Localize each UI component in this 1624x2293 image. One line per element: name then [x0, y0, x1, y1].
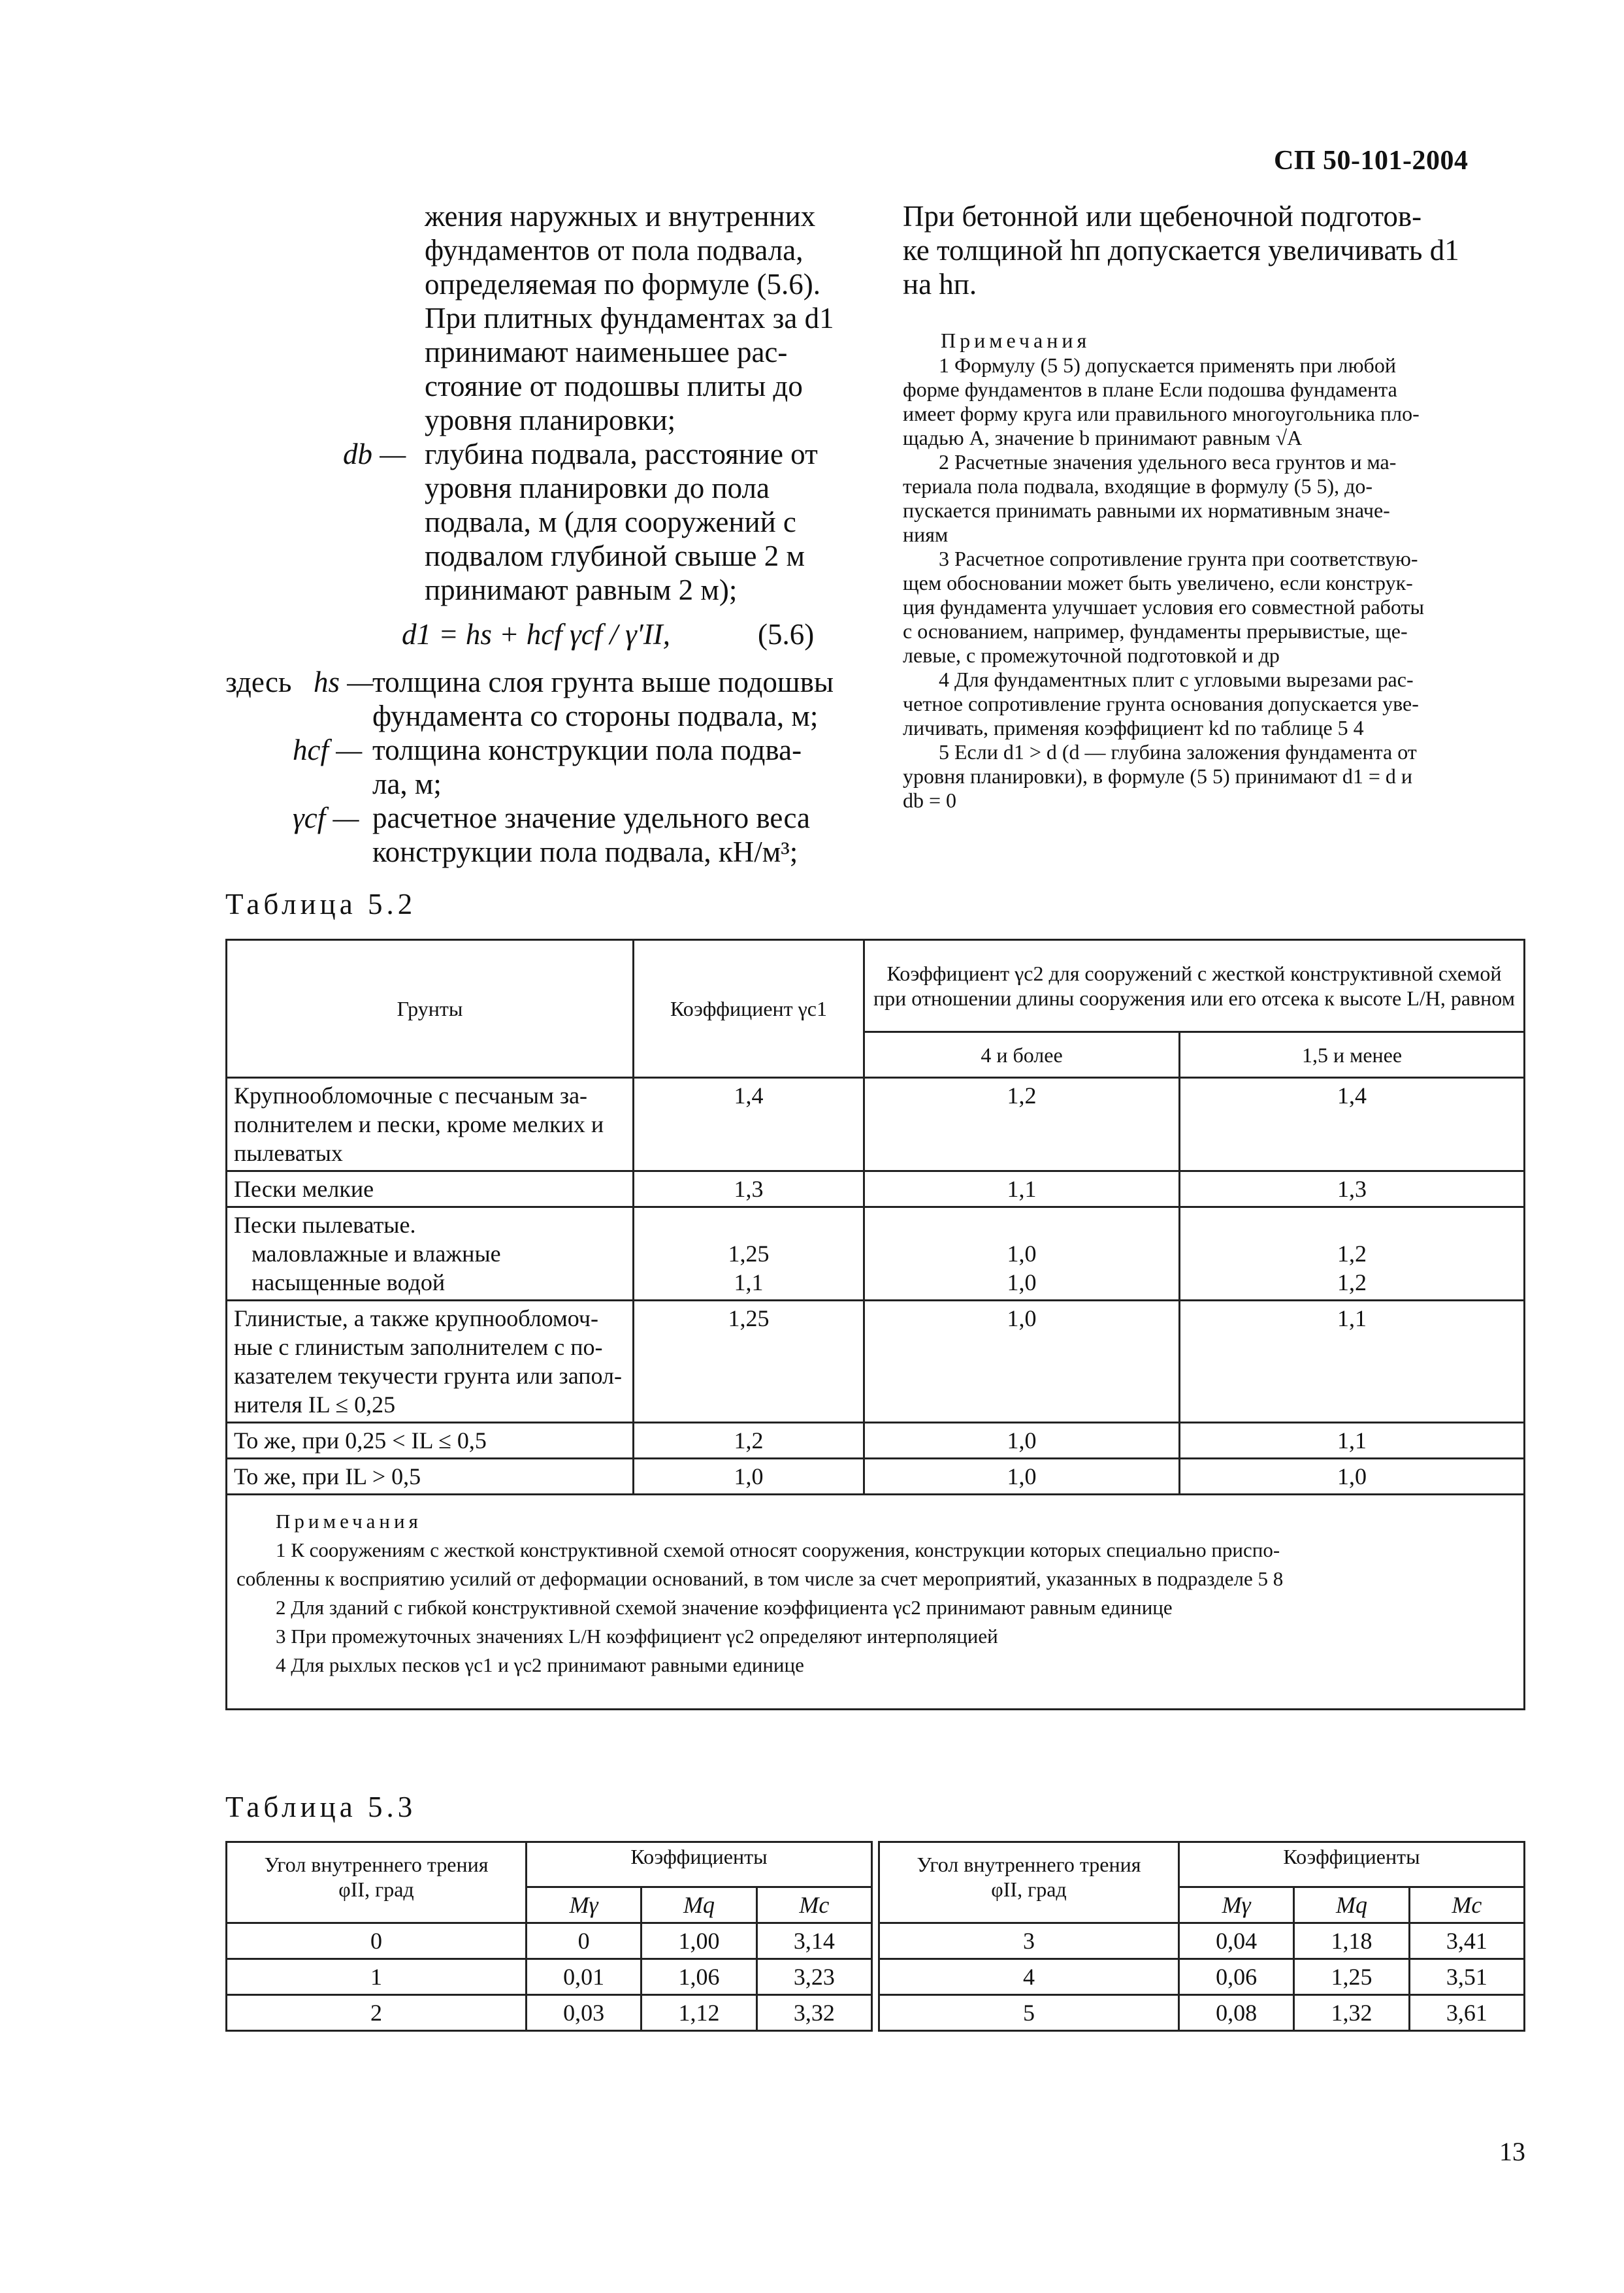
note-line: уровня планировки), в формуле (5 5) принимают d1 = d и — [903, 764, 1412, 788]
soil-name: То же, при 0,25 < IL ≤ 0,5 — [227, 1423, 634, 1459]
gc2-4-value: 1,0 — [864, 1459, 1180, 1495]
table52-note: 4 Для рыхлых песков γc1 и γc2 принимают равными единице — [276, 1653, 804, 1676]
left-column — [425, 199, 834, 437]
mq-value: 1,12 — [641, 1995, 756, 2031]
gc1-value: 1,25 — [634, 1301, 864, 1423]
note-line: 1 Формулу (5 5) допускается применять при любой — [939, 353, 1396, 377]
document-code: СП 50-101-2004 — [1274, 146, 1469, 176]
note-line: 4 Для фундаментных плит с угловыми вырезами рас- — [939, 668, 1414, 691]
left-line: стояние от подошвы плиты до — [425, 370, 803, 402]
mg-value: 0,08 — [1178, 1995, 1293, 2031]
gc1-value: 1,4 — [634, 1078, 864, 1171]
mq-value: 1,00 — [641, 1923, 756, 1959]
head-coef-1: Коэффициенты — [527, 1842, 872, 1887]
angle-value: 1 — [227, 1959, 527, 1995]
angle-value: 2 — [227, 1995, 527, 2031]
note-line: 2 Расчетные значения удельного веса грунтов и ма- — [939, 450, 1397, 474]
soil-name: Пески мелкие — [227, 1171, 634, 1207]
page-number: 13 — [1499, 2137, 1525, 2166]
hs-definition — [372, 665, 834, 733]
angle-value: 5 — [879, 1995, 1178, 2031]
note-line: db = 0 — [903, 789, 957, 812]
hs-symbol: hs — — [314, 666, 374, 698]
gcf-line: расчетное значение удельного веса — [372, 802, 810, 834]
right-notes — [903, 353, 1424, 813]
left-line: При плитных фундаментах за d1 — [425, 302, 834, 334]
table52-note: 1 К сооружениям с жесткой конструктивной схемой относят сооружения, конструкции которых специально приспо- — [276, 1538, 1280, 1561]
mg-value: 0,01 — [527, 1959, 641, 1995]
gc2-4-value: 1,0 — [864, 1423, 1180, 1459]
soil-name: То же, при IL > 0,5 — [227, 1459, 634, 1495]
gcf-definition — [372, 801, 810, 869]
db-line: уровня планировки до пола — [425, 472, 770, 504]
table-5-3 — [225, 1841, 1525, 2032]
table-row — [227, 1207, 1525, 1301]
note-line: 3 Расчетное сопротивление грунта при соответствую- — [939, 547, 1418, 570]
note-line: щем обосновании может быть увеличено, если конструк- — [903, 571, 1413, 594]
mc-value: 3,23 — [756, 1959, 871, 1995]
mg-value: 0,04 — [1178, 1923, 1293, 1959]
gc2-4-value: 1,0 — [864, 1301, 1180, 1423]
formula-number: (5.6) — [758, 618, 815, 651]
note-line: 5 Если d1 > d (d — глубина заложения фундамента от — [939, 740, 1417, 764]
hs-line: толщина слоя грунта выше подошвы — [372, 666, 834, 698]
note-line: левые, с промежуточной подготовкой и др — [903, 643, 1280, 667]
table52-notes — [227, 1495, 1525, 1710]
note-line: ниям — [903, 523, 949, 546]
mq-value: 1,32 — [1294, 1995, 1409, 2031]
right-line: При бетонной или щебеночной подготов- — [903, 200, 1422, 233]
gc2-15-value: 1,1 — [1180, 1301, 1525, 1423]
mq-value: 1,18 — [1294, 1923, 1409, 1959]
mc-value: 3,61 — [1409, 1995, 1524, 2031]
gc2-15-value: 1,0 — [1180, 1459, 1525, 1495]
left-line: жения наружных и внутренних — [425, 200, 816, 233]
mg-value: 0 — [527, 1923, 641, 1959]
head-mg: Mγ — [527, 1887, 641, 1923]
hcf-symbol: hcf — — [293, 734, 363, 766]
gc2-4-value: 1,2 — [864, 1078, 1180, 1171]
hcf-definition — [372, 733, 802, 801]
mq-value: 1,06 — [641, 1959, 756, 1995]
mc-value: 3,32 — [756, 1995, 871, 2031]
gc1-value: 1,0 — [634, 1459, 864, 1495]
here-label: здесь — [225, 666, 292, 698]
angle-value: 4 — [879, 1959, 1178, 1995]
table-row — [227, 1459, 1525, 1495]
head-mg: Mγ — [1178, 1887, 1293, 1923]
table-row — [227, 1171, 1525, 1207]
gcf-symbol: γcf — — [293, 802, 359, 834]
head-angle-2: Угол внутреннего трения φII, град — [879, 1842, 1178, 1923]
note-line: териала пола подвала, входящие в формулу (5 5), до- — [903, 474, 1373, 498]
db-line: глубина подвала, расстояние от — [425, 438, 818, 470]
left-line: фундаментов от пола подвала, — [425, 234, 804, 267]
table52-note: 3 При промежуточных значениях L/H коэффициент γc2 определяют интерполяцией — [276, 1625, 998, 1648]
gc1-value: 1,3 — [634, 1171, 864, 1207]
left-line: определяемая по формуле (5.6). — [425, 268, 821, 301]
hcf-line: ла, м; — [372, 768, 442, 800]
head-mc: Mc — [756, 1887, 871, 1923]
table-row — [227, 1301, 1525, 1423]
right-line: на hп. — [903, 268, 977, 301]
note-line: личивать, применяя коэффициент kd по таблице 5 4 — [903, 716, 1364, 740]
note-line: пускается принимать равными их нормативным значе- — [903, 498, 1390, 522]
gc2-15-value: 1,3 — [1180, 1171, 1525, 1207]
db-line: подвала, м (для сооружений с — [425, 506, 796, 538]
hcf-line: толщина конструкции пола подва- — [372, 734, 802, 766]
gcf-line: конструкции пола подвала, кН/м³; — [372, 836, 798, 868]
head-15: 1,5 и менее — [1180, 1032, 1525, 1078]
soil-name: Пески пылеватые. маловлажные и влажные насыщенные водой — [227, 1207, 634, 1301]
head-4: 4 и более — [864, 1032, 1180, 1078]
table-5-2 — [225, 939, 1525, 1710]
mc-value: 3,14 — [756, 1923, 871, 1959]
table53-caption: Таблица 5.3 — [225, 1791, 417, 1823]
gc2-15-value: 1,1 — [1180, 1423, 1525, 1459]
table52-note: собленны к восприятию усилий от деформации оснований, в том числе за счет мероприятий, указанных в подразделе 5 8 — [236, 1567, 1284, 1590]
gc2-15-value: 1,2 1,2 — [1180, 1207, 1525, 1301]
angle-value: 3 — [879, 1923, 1178, 1959]
head-gc1: Коэффициент γc1 — [634, 940, 864, 1078]
left-line: уровня планировки; — [425, 404, 676, 436]
mg-value: 0,03 — [527, 1995, 641, 2031]
head-angle-1: Угол внутреннего трения φII, град — [227, 1842, 527, 1923]
hs-line: фундамента со стороны подвала, м; — [372, 700, 819, 732]
right-paragraph — [903, 199, 1459, 301]
head-soils: Грунты — [227, 940, 634, 1078]
table-row — [227, 1423, 1525, 1459]
table-gap — [871, 1842, 879, 2031]
head-mc: Mc — [1409, 1887, 1524, 1923]
table52-note: 2 Для зданий с гибкой конструктивной схемой значение коэффициента γc2 принимают равным единице — [276, 1596, 1173, 1619]
gc2-15-value: 1,4 — [1180, 1078, 1525, 1171]
formula: d1 = hs + hcf γcf / γ′II, — [402, 618, 670, 651]
note-line: щадью A, значение b принимают равным √A — [903, 426, 1303, 449]
gc2-4-value: 1,0 1,0 — [864, 1207, 1180, 1301]
head-gc2: Коэффициент γc2 для сооружений с жесткой конструктивной схемой при отношении длины сооружения или его отсека к высоте L/H, равном — [864, 940, 1525, 1032]
db-line: принимают равным 2 м); — [425, 574, 738, 606]
mg-value: 0,06 — [1178, 1959, 1293, 1995]
mq-value: 1,25 — [1294, 1959, 1409, 1995]
notes-title: Примечания — [941, 329, 1091, 352]
gc1-value: 1,2 — [634, 1423, 864, 1459]
head-coef-2: Коэффициенты — [1178, 1842, 1524, 1887]
soil-name: Глинистые, а также крупнообломоч- ные с глинистым заполнителем с по- казателем текучести грунта или запол- нителя IL ≤ 0,25 — [227, 1301, 634, 1423]
table-row — [227, 1078, 1525, 1171]
angle-value: 0 — [227, 1923, 527, 1959]
head-mq: Mq — [1294, 1887, 1409, 1923]
mc-value: 3,41 — [1409, 1923, 1524, 1959]
head-mq: Mq — [641, 1887, 756, 1923]
gc2-4-value: 1,1 — [864, 1171, 1180, 1207]
db-symbol: db — — [343, 438, 406, 470]
table52-notes-title: Примечания — [276, 1510, 422, 1533]
right-line: ке толщиной hп допускается увеличивать d1 — [903, 234, 1459, 267]
note-line: форме фундаментов в плане Если подошва фундамента — [903, 378, 1397, 401]
note-line: четное сопротивление грунта основания допускается уве- — [903, 692, 1419, 715]
mc-value: 3,51 — [1409, 1959, 1524, 1995]
soil-name: Крупнообломочные с песчаным за- полнителем и пески, кроме мелких и пылеватых — [227, 1078, 634, 1171]
note-line: с основанием, например, фундаменты прерывистые, ще- — [903, 619, 1408, 643]
note-line: ция фундамента улучшает условия его совместной работы — [903, 595, 1425, 619]
db-definition — [425, 437, 843, 607]
note-line: имеет форму круга или правильного многоугольника пло- — [903, 402, 1420, 425]
gc1-value: 1,25 1,1 — [634, 1207, 864, 1301]
table52-caption: Таблица 5.2 — [225, 888, 417, 920]
left-line: принимают наименьшее рас- — [425, 336, 788, 368]
db-line: подвалом глубиной свыше 2 м — [425, 540, 805, 572]
